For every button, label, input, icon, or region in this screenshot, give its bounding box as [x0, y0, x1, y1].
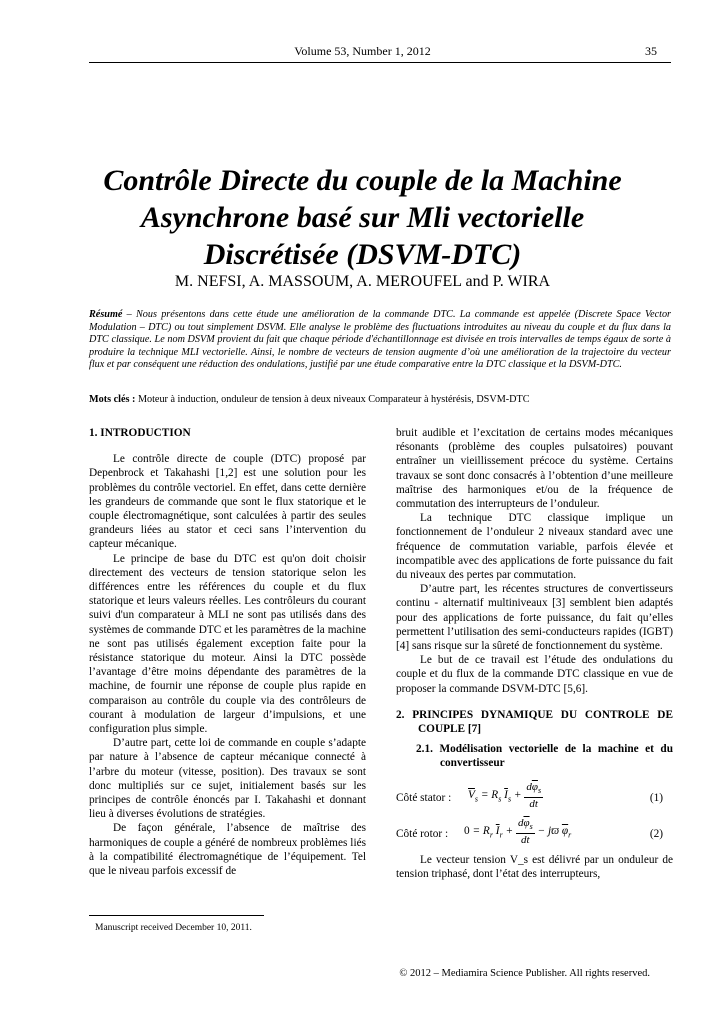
page-number: 35 [645, 44, 657, 58]
paragraph: Le vecteur tension V_s est délivré par un onduleur de tension triphasé, dont l’état des interrupteurs, [396, 853, 673, 880]
paragraph: Le contrôle directe de couple (DTC) proposé par Depenbrock et Takahashi [1,2] est une solution pour les problèmes du contrôle vectoriel. En effet, dans cette dernière les grandeurs de commande que sont le flux statorique et le couple électromagnétique, sont calculées à partir des seules grandeurs liées au stator et ceci sans l’intervention du capteur mécanique. [89, 453, 366, 551]
paragraph: bruit audible et l’excitation de certains modes mécaniques résonants (problème des couples pulsatoires) pouvant entraîner un vieillissement précoce du système. Certains travaux se sont donc consacrés à l’obtention d’une meilleure maîtrise des harmoniques et/ou de la fréquence de commutation des interrupteurs de l’onduleur. [396, 427, 673, 511]
left-column [89, 426, 366, 878]
title-line-1: Contrôle Directe du couple de la Machine [103, 164, 622, 197]
section-heading-introduction: 1. INTRODUCTION [89, 427, 191, 439]
equation-1-number: (1) [649, 791, 663, 804]
paper-title [60, 162, 665, 273]
equation-1-label: Côté stator : [396, 791, 452, 804]
subsection-heading: 2.1. Modélisation vectorielle de la machine et du convertisseur [416, 743, 673, 770]
title-line-2: Asynchrone basé sur Mli vectorielle [140, 201, 585, 234]
paragraph: D’autre part, les récentes structures de convertisseurs continu - alternatif multiniveaux [3] semblent bien adaptés pour des applications de forte puissance, du fait qu’elles permettent l’utilisation des semi-conducteurs rapides (IGBT) [4] sans risque sur la sûreté de fonctionnement du système. [396, 583, 673, 653]
header-rule [89, 62, 671, 63]
paragraph: De façon générale, l’absence de maîtrise des harmoniques de couple a généré de nombreux problèmes liés à la compatibilité électromagnétique de l’équipement. Tel que le niveau parfois excessif de [89, 822, 366, 878]
keywords-text: Moteur à induction, onduleur de tension à deux niveaux Comparateur à hystérésis, DSVM-DTC [135, 394, 530, 405]
copyright: © 2012 – Mediamira Science Publisher. All rights reserved. [399, 968, 650, 979]
authors: M. NEFSI, A. MASSOUM, A. MEROUFEL and P. WIRA [174, 273, 551, 290]
equation-2-number: (2) [649, 827, 663, 840]
equation-2 [396, 817, 673, 849]
paragraph: Le principe de base du DTC est qu'on doit choisir directement des vecteurs de tension statorique selon les différences entre les références du couple et du flux statorique et leurs valeurs réelles. Les contrôleurs du courant suivi d'un comparateur à MLI ne sont pas utilisés dans des systèmes de commande DTC et les paramètres de la machine ne sont pas utilisés également exception faite pour la résistance statorique du moteur. Ainsi la DTC possède l’avantage d’être moins dépendante des paramètres de la machine, de fournir une réponse de couple plus rapide en comparaison au contrôle du couple via des contrôleurs de courant à modulation de largeur d’impulsions, et une configuration plus simple. [89, 552, 366, 736]
keywords [89, 393, 671, 406]
abstract-label: Résumé [89, 309, 123, 320]
paragraph: Le but de ce travail est l’étude des ondulations du couple et du flux de la commande DTC classique en vue de proposer la commande DSVM-DTC [5,6]. [396, 654, 673, 695]
equation-2-label: Côté rotor : [396, 827, 449, 840]
paragraph: La technique DTC classique implique un fonctionnement de l’onduleur 2 niveaux standard avec une fréquence de commutation variable, parfois élevée et incompatible avec des applications de forte puissance du fait du niveaux des pertes par commutation. [396, 512, 673, 582]
section-heading-principes: 2. PRINCIPES DYNAMIQUE DU CONTROLE DE COUPLE [7] [396, 708, 673, 736]
title-line-3: Discrétisée (DSVM-DTC) [203, 238, 522, 271]
abstract [89, 309, 671, 372]
equation-2-formula: $0 = R_r$ $\overline{I}_r$ + $\frac{d\overline{\varphi}_s}{dt}$ − jϖ $\overline{\varphi}_r$ [464, 816, 572, 846]
keywords-label: Mots clés : [89, 394, 136, 405]
paragraph: D’autre part, cette loi de commande en couple s’adapte par nature à l’absence de capteur mécanique connecté à l’arbre du moteur (vitesse, position). Des travaux se sont donc multipliés sur ce sujet, initialement basés sur les principes de contrôle énoncés par I. Takahashi et donnant lieu à diverses évolutions de stratégies. [89, 737, 366, 821]
right-column [396, 426, 673, 881]
equation-1 [396, 781, 673, 813]
header-volume: Volume 53, Number 1, 2012 [294, 44, 431, 58]
abstract-text: – Nous présentons dans cette étude une amélioration de la commande DTC. La commande est appelée (Discrete Space Vector Modulation – DTC) ou tout simplement DSVM. Elle analyse le problème des fluctuations introduites au niveau du couple et du flux dans la DTC classique. Le nom DSVM provient du fait que chaque période d'échantillonnage est divisée en trois intervalles de temps égaux de sorte à produire la technique MLI vectorielle. Ainsi, le nombre de vecteurs de tension augmente d’où une amélioration de la trajectoire du vecteur flux et par conséquent une réduction des ondulations, justifié par une étude comparative entre la DTC classique et la DSVM-DTC. [89, 309, 671, 371]
footnote-rule [89, 915, 264, 916]
equation-1-formula: $\overline{V}_s = R_s$ $\overline{I}_s$ + $\frac{d\overline{\varphi}_s}{dt}$ [468, 780, 542, 810]
footnote: Manuscript received December 10, 2011. [95, 923, 252, 933]
